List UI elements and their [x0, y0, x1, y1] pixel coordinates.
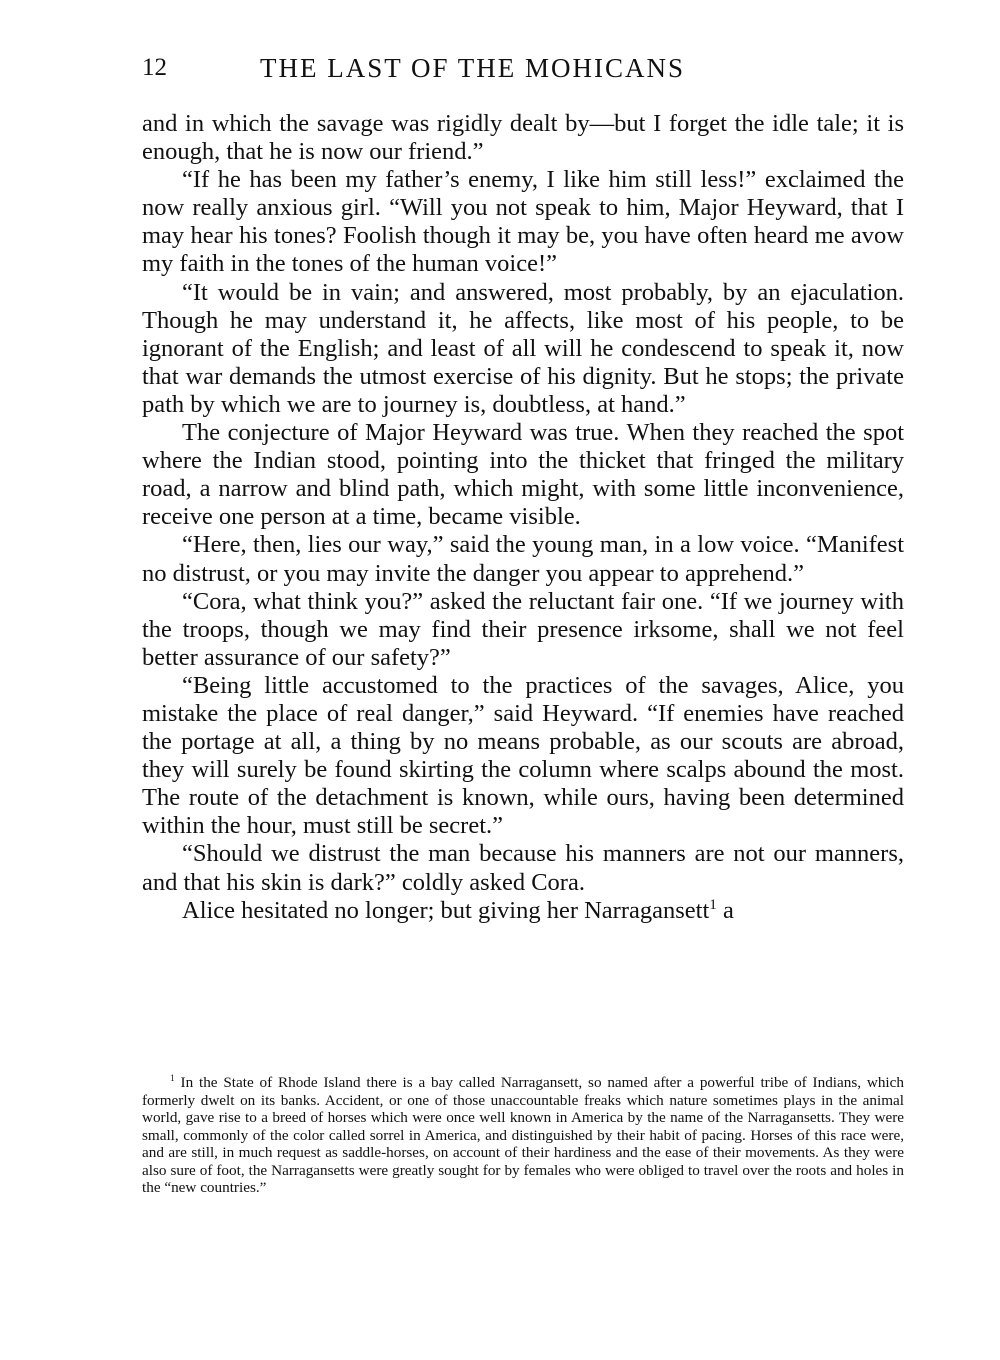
footnotes [142, 1074, 904, 1197]
footnote [142, 1074, 904, 1197]
running-title: THE LAST OF THE MOHICANS [260, 53, 686, 83]
paragraph: “If he has been my father’s enemy, I like him still less!” exclaimed the now really anxious girl. “Will you not speak to him, Major Heyward, that I may hear his tones? Foolish though it may be, you have often heard me avow my faith in the tones of the human voice!” [142, 166, 904, 278]
body-text [142, 110, 904, 925]
page-number: 12 [142, 54, 167, 81]
paragraph: “Should we distrust the man because his manners are not our manners, and that his skin is dark?” coldly asked Cora. [142, 840, 904, 896]
paragraph: “It would be in vain; and answered, most probably, by an ejaculation. Though he may understand it, he affects, like most of his people, to be ignorant of the English; and least of all will he condescend to speak it, now that war demands the utmost exercise of his dignity. But he stops; the private path by which we are to journey is, doubtless, at hand.” [142, 278, 904, 418]
footnote-reference: 1 [709, 895, 717, 913]
paragraph-continuation: and in which the savage was rigidly dealt by—but I forget the idle tale; it is enough, that he is now our friend.” [142, 110, 904, 166]
paragraph-last-text: Alice hesitated no longer; but giving her Narragansett [182, 896, 710, 924]
paragraph-last-tail: a [716, 896, 734, 924]
footnote-text: In the State of Rhode Island there is a bay called Narragansett, so named after a powerful tribe of Indians, which formerly dwelt on its banks. Accident, or one of those unaccountable freaks which nature sometimes plays in the animal world, gave rise to a breed of horses which were once well known in America by the name of the Narragansetts. They were small, commonly of the color called sorrel in America, and distinguished by their habit of pacing. Horses of this race were, and are still, in much request as saddle-horses, on account of their hardiness and the ease of their movements. As they were also sure of foot, the Narragansetts were greatly sought for by females who were obliged to travel over the roots and holes in the “new countries.” [142, 1074, 904, 1196]
paragraph-last [142, 897, 904, 925]
footnote-marker: 1 [170, 1073, 175, 1084]
paragraph: “Being little accustomed to the practices of the savages, Alice, you mistake the place of real danger,” said Heyward. “If enemies have reached the portage at all, a thing by no means probable, as our scouts are abroad, they will surely be found skirting the column where scalps abound the most. The route of the detachment is known, while ours, having been determined within the hour, must still be secret.” [142, 671, 904, 840]
paragraph: “Cora, what think you?” asked the reluctant fair one. “If we journey with the troops, though we may find their presence irksome, shall we not feel better assurance of our safety?” [142, 587, 904, 671]
paragraph: “Here, then, lies our way,” said the young man, in a low voice. “Manifest no distrust, or you may invite the danger you appear to apprehend.” [142, 531, 904, 587]
paragraph: The conjecture of Major Heyward was true. When they reached the spot where the Indian stood, pointing into the thicket that fringed the military road, a narrow and blind path, which might, with some little inconvenience, receive one person at a time, became visible. [142, 419, 904, 531]
page-header [142, 52, 904, 88]
